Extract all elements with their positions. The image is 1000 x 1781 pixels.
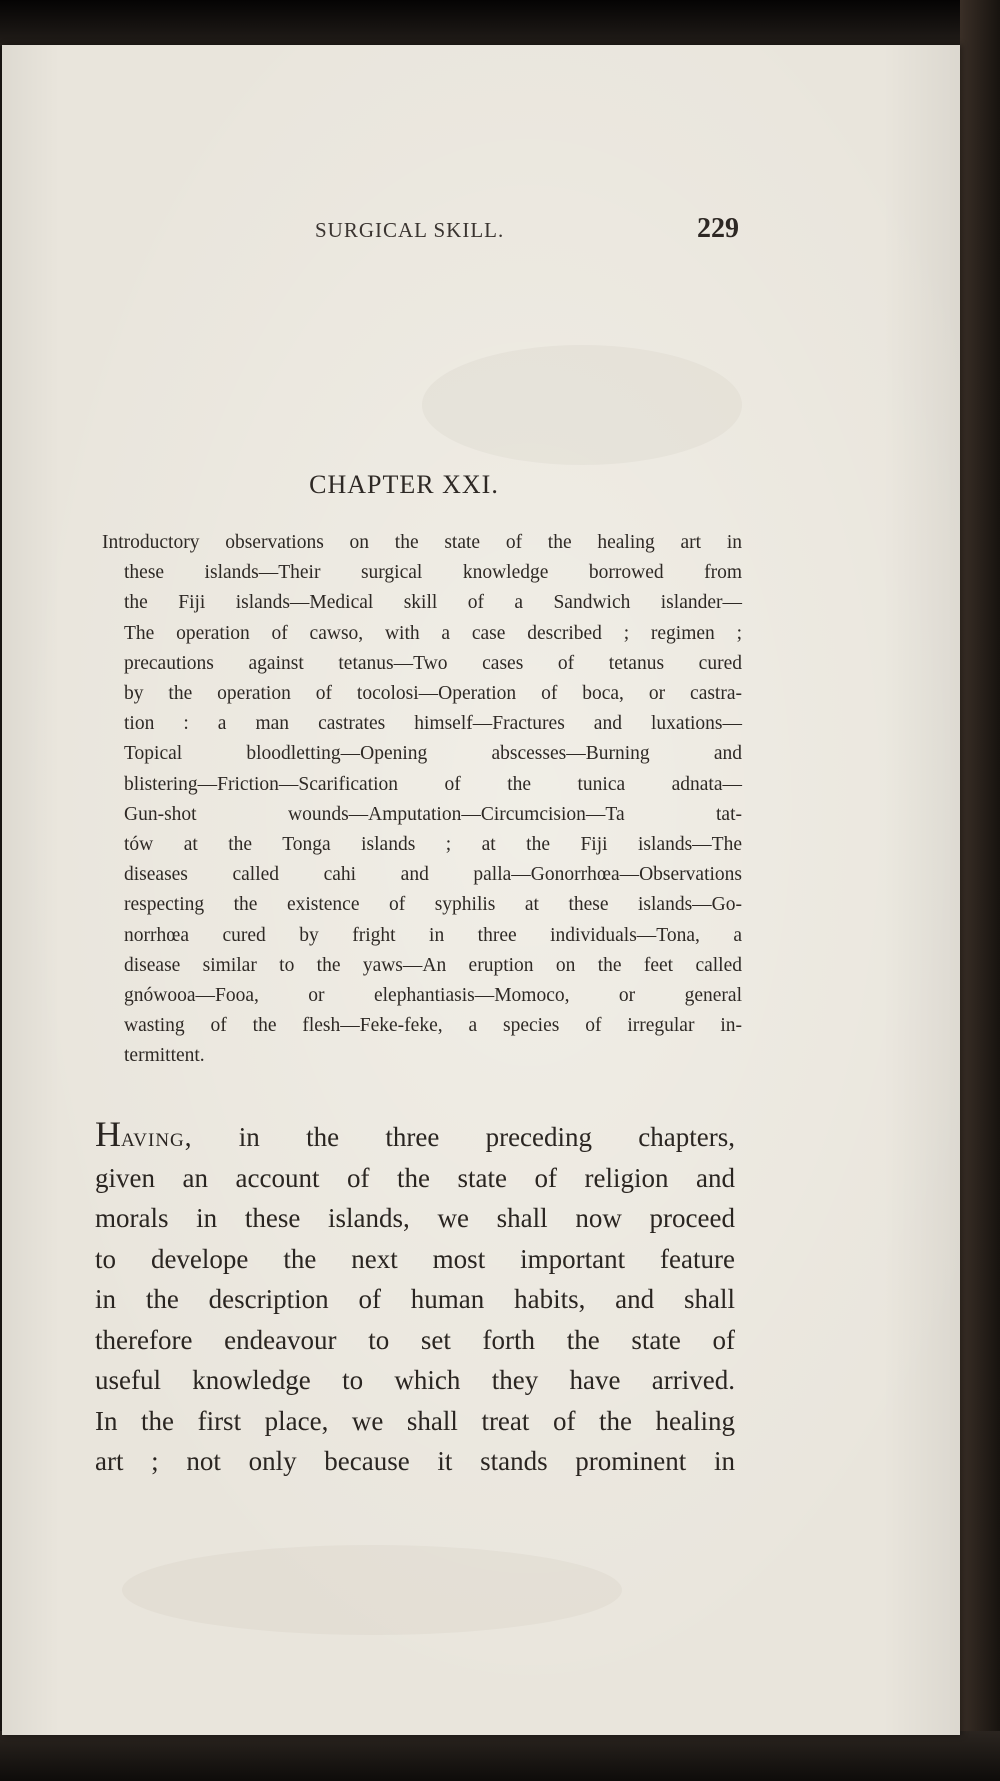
body-line: morals in these islands, we shall now proceed xyxy=(95,1203,735,1233)
running-head xyxy=(2,213,960,253)
summary-line: termittent. xyxy=(124,1045,205,1067)
summary-line: Gun-shot wounds—Amputation—Circumcision—Ta tat- xyxy=(124,803,742,825)
summary-line: precautions against tetanus—Two cases of tetanus cured xyxy=(124,652,742,674)
body-line: to develope the next most important feature xyxy=(95,1243,735,1274)
summary-line: The operation of cawso, with a case described ; regimen ; xyxy=(124,622,742,644)
book-page xyxy=(2,45,960,1735)
chapter-summary xyxy=(102,528,742,1072)
summary-line: the Fiji islands—Medical skill of a Sandwich islander— xyxy=(124,592,742,614)
scan-right-border xyxy=(960,0,1000,1781)
summary-line: disease similar to the yaws—An eruption on the feet called xyxy=(124,954,742,976)
summary-line: gnówooa—Fooa, or elephantiasis—Momoco, or general xyxy=(124,985,742,1007)
summary-line: these islands—Their surgical knowledge borrowed from xyxy=(124,562,742,584)
chapter-title: CHAPTER XXI. xyxy=(309,470,499,499)
summary-line: wasting of the flesh—Feke-feke, a species of irregular in- xyxy=(124,1015,742,1037)
body-paragraph xyxy=(95,1116,735,1482)
scan-bottom-border xyxy=(0,1731,1000,1781)
drop-cap: H xyxy=(95,1114,121,1154)
body-line: given an account of the state of religion and xyxy=(95,1162,735,1193)
summary-line: blistering—Friction—Scarification of the tunica adnata— xyxy=(124,773,742,795)
summary-line: tów at the Tonga islands ; at the Fiji islands—The xyxy=(124,834,742,856)
paper-stain xyxy=(422,345,742,465)
scan-top-border xyxy=(0,0,1000,46)
summary-line: diseases called cahi and palla—Gonorrhœa—Observations xyxy=(124,864,742,886)
summary-line: tion : a man castrates himself—Fractures and luxations— xyxy=(124,713,742,735)
summary-line: norrhœa cured by fright in three individuals—Tona, a xyxy=(124,924,742,946)
body-line-first xyxy=(95,1116,735,1158)
paper-stain xyxy=(122,1545,622,1635)
summary-line: respecting the existence of syphilis at these islands—Go- xyxy=(124,894,742,916)
page-number: 229 xyxy=(697,213,739,244)
opening-smallcaps: aving, xyxy=(121,1122,193,1152)
body-line: in the description of human habits, and shall xyxy=(95,1284,735,1314)
running-head-title: SURGICAL SKILL. xyxy=(315,218,505,242)
summary-line: Introductory observations on the state of the healing art in xyxy=(102,532,742,553)
first-line-rest: in the three preceding chapters, xyxy=(192,1122,735,1152)
body-line: useful knowledge to which they have arrived. xyxy=(95,1365,735,1395)
summary-line: Topical bloodletting—Opening abscesses—Burning and xyxy=(124,743,742,765)
summary-line: by the operation of tocolosi—Operation of boca, or castra- xyxy=(124,683,742,705)
body-line: In the first place, we shall treat of the healing xyxy=(95,1405,735,1436)
body-line: therefore endeavour to set forth the state of xyxy=(95,1324,735,1355)
body-line: art ; not only because it stands prominent in xyxy=(95,1446,735,1476)
